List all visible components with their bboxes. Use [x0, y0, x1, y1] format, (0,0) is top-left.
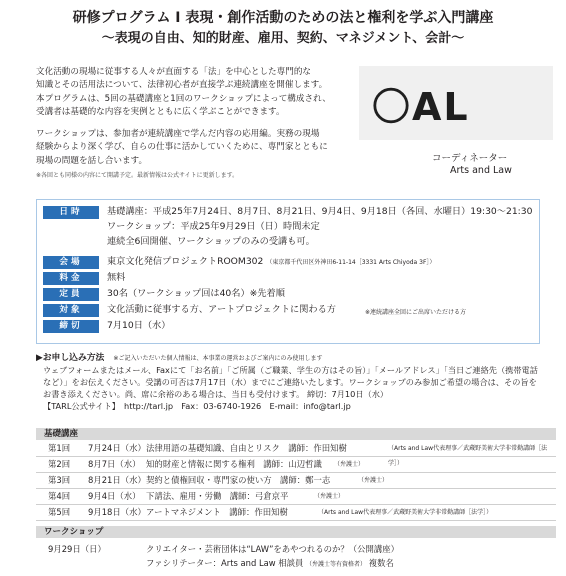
application-line: ウェブフォームまたはメール、Faxにて「お名前」「ご所属（ご職業、学生の方はその旨）」「メールアドレス」「当日ご連絡先（携帯電話: [43, 365, 538, 375]
session-date: 9月18日（水）: [88, 507, 146, 517]
intro-line: ワークショップは、参加者が連続講座で学んだ内容の応用編。実務の現場: [36, 129, 320, 139]
intro-line: 知識とその活用法について、法律初心者が直接学ぶ連続講座を開催します。: [36, 80, 328, 91]
application-note: ※ご記入いただいた個人情報は、本事業の運営およびご案内にのみ使用します: [113, 355, 323, 362]
session-date: 8月7日（水）: [88, 459, 141, 469]
basic-course-heading: 基礎講座: [36, 428, 556, 440]
session-topic: 知的財産と情報に関する権利 講師：山辺哲識: [146, 459, 322, 469]
dates-line-2: ワークショップ：平成25年9月29日（日）時間未定: [107, 221, 320, 232]
application-heading: [36, 350, 322, 363]
deadline-label: 締切: [43, 320, 99, 333]
venue-name: 東京文化発信プロジェクトROOM302: [107, 256, 264, 267]
intro-line: 本プログラムは、5回の基礎講座と1回のワークショップによって構成され、: [36, 93, 331, 104]
intro-note: ※各回とも同様の内容にて開講予定。最新情報は公式サイトに更新します。: [36, 172, 239, 179]
target-label: 対象: [43, 304, 99, 317]
application-title: ▶お申し込み方法: [36, 353, 105, 363]
session-date: 7月24日（水）: [88, 443, 146, 453]
table-row: [36, 473, 556, 489]
table-row: [36, 505, 556, 521]
intro-paragraph-1: [36, 66, 366, 119]
session-number: 第5回: [48, 507, 71, 517]
venue-label: 会場: [43, 256, 99, 269]
target-note: ※連続講座全回にご出席いただける方: [365, 309, 467, 316]
workshop-date: 9月29日（日）: [48, 544, 106, 554]
facilitator-note: （弁護士等有資格者）: [306, 561, 367, 568]
session-topic: 下請法、雇用・労働 講師：弓倉京平: [146, 491, 289, 501]
session-number: 第1回: [48, 443, 71, 453]
session-note: （弁護士）: [334, 461, 365, 468]
application-line: お書き添えください。尚、席に余裕のある場合は、当日も受付けます。 締切：7月10日（水）: [43, 389, 389, 399]
arts-and-law-logo: 〇AL: [372, 85, 470, 129]
session-topic: アートマネジメント 講師：作田知樹: [146, 507, 288, 517]
venue-address: （東京都千代田区外神田6-11-14［3331 Arts Chiyoda 3F］）: [266, 259, 436, 266]
capacity-value: 30名（ワークショップ回は40名）※先着順: [107, 288, 285, 299]
workshop-heading: ワークショップ: [36, 526, 556, 538]
capacity-label: 定員: [43, 288, 99, 301]
session-number: 第2回: [48, 459, 71, 469]
table-row: [36, 457, 556, 473]
session-number: 第3回: [48, 475, 71, 485]
application-line: など）」をお伝えください。受講の可否は7月17日（水）までにご連絡いたします。ワークショップのみ参加ご希望の場合は、その旨を: [43, 377, 537, 387]
session-date: 8月21日（水）: [88, 475, 146, 485]
dates-label: 日時: [43, 206, 99, 219]
workshop-facilitator: [146, 557, 394, 569]
session-note: （弁護士）: [314, 493, 345, 500]
session-note: （Arts and Law代表理事／武蔵野美術大学非常勤講師［法学］）: [388, 445, 548, 467]
facilitator-count: 複数名: [368, 558, 394, 568]
dates-line-3: 連続全6回開催、ワークショップのみの受講も可。: [107, 236, 315, 247]
intro-line: 文化活動の現場に従事する人々が直面する「法」を中心とした専門的な: [36, 67, 312, 77]
workshop-title: クリエイター・芸術団体は“LAW”をあやつれるのか？（公開講座）: [146, 544, 400, 554]
session-note: （弁護士）: [358, 477, 389, 484]
dates-line-1: 基礎講座：平成25年7月24日、8月7日、8月21日、9月4日、9月18日（各回、水曜日）19:30〜21:30: [107, 206, 533, 217]
coordinator-label: コーディネーター: [432, 153, 508, 164]
deadline-value: 7月10日（水）: [107, 320, 171, 331]
session-note: （Arts and Law代表理事／武蔵野美術大学非常勤講師［法学］）: [318, 509, 493, 516]
fee-label: 料金: [43, 272, 99, 285]
target-value: 文化活動に従事する方、アートプロジェクトに関わる方: [107, 304, 336, 315]
venue-value: [107, 255, 435, 270]
session-date: 9月4日（水）: [88, 491, 141, 501]
session-topic: 契約と債権回収・専門家の使い方 講師：鄭一志: [146, 475, 331, 485]
coordinator-name: Arts and Law: [450, 165, 512, 176]
session-number: 第4回: [48, 491, 71, 501]
session-topic: 法律用語の基礎知識、自由とリスク 講師：作田知樹: [146, 443, 347, 453]
fee-value: 無料: [107, 272, 126, 283]
intro-line: 現場の問題を話し合います。: [36, 155, 148, 166]
page-title: 研修プログラム Ⅰ 表現・創作活動のための法と権利を学ぶ入門講座: [72, 10, 494, 26]
application-line: 【TARL公式サイト】 http://tarl.jp Fax：03-6740-1926 E-mail：info@tarl.jp: [43, 401, 351, 411]
intro-line: 受講者は基礎的な内容を実例とともに広く学ぶことができます。: [36, 106, 285, 117]
page-subtitle: 〜表現の自由、知的財産、雇用、契約、マネジメント、会計〜: [101, 31, 465, 46]
application-body: [43, 364, 548, 412]
facilitator-label: ファシリテーター：Arts and Law 相談員: [146, 558, 304, 568]
intro-paragraph-2: [36, 128, 366, 168]
intro-line: 経験からより深く学び、自らの仕事に活かしていくために、専門家とともに: [36, 142, 328, 153]
table-row: [36, 489, 556, 505]
